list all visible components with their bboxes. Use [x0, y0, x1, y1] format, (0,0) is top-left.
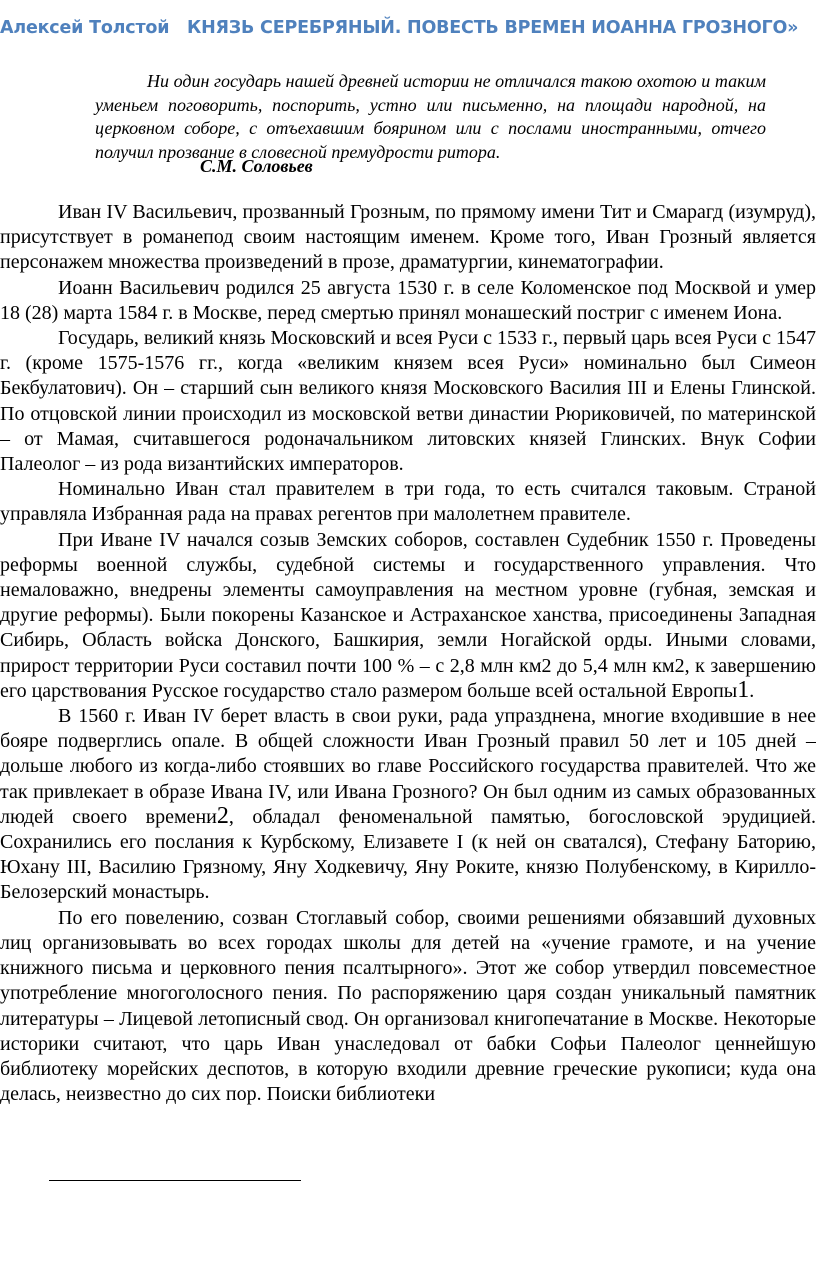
paragraph-5-end: . [749, 679, 755, 702]
body-text [0, 200, 816, 1107]
footnote-ref-2[interactable]: 2 [216, 802, 229, 829]
paragraph-1: Иван IV Васильевич, прозванный Грозным, по прямому имени Тит и Смарагд (изумруд), присутствует в романепод своим настоящим именем. Кроме того, Иван Грозный является персонажем множества произведений в прозе, драматургии, кинематографии. [0, 201, 816, 274]
epigraph-text: Ни один государь нашей древней истории не отличался такою охотою и таким уменьем поговорить, поспорить, устно или письменно, на площади народной, на церковном соборе, с отъехавшим боярином или с послами иностранными, отчего получил прозвание в словесной премудрости ритора. [95, 71, 766, 162]
paragraph-3: Государь, великий князь Московский и всея Руси с 1533 г., первый царь всея Руси с 1547 г. (кроме 1575-1576 гг., когда «великим князем всея Руси» номинально был Симеон Бекбулатович). Он – старший сын великого князя Московского Василия III и Елены Глинской. По отцовской линии происходил из московской ветви династии Рюриковичей, по материнской – от Мамая, считавшегося родоначальником литовских князей Глинских. Внук Софии Палеолог – из рода византийских императоров. [0, 327, 816, 476]
paragraph-7: По его повелению, созван Стоглавый собор, своими решениями обязавший духовных лиц организовывать во всех городах школы для детей на «учение грамоте, и на учение книжного письма и церковного пения псалтырного». Этот же собор утвердил повсеместное употребление многоголосного пения. По распоряжению царя создан уникальный памятник литературы – Лицевой летописный свод. Он организовал книгопечатание в Москве. Некоторые историки считают, что царь Иван унаследовал от бабки Софьи Палеолог ценнейшую библиотеку морейских деспотов, в которую входили древние греческие рукописи; куда она делась, неизвестно до сих пор. Поиски библиотеки [0, 906, 816, 1106]
footnote-ref-1[interactable]: 1 [737, 676, 750, 703]
epigraph-author: С.М. Соловьев [200, 156, 313, 176]
paragraph-6 [0, 704, 816, 906]
paragraph-6-text-b: , обладал феноменальной памятью, богословской эрудицией. Сохранились его послания к Курбскому, Елизавете I (к ней он сватался), Стефану Баторию, Юхану III, Василию Грязному, Яну Ходкевичу, Яну Роките, князю Полубенскому, в Кирилло-Белозерский монастырь. [0, 805, 816, 904]
document-heading: Алексей Толстой КНЯЗЬ СЕРЕБРЯНЫЙ. ПОВЕСТЬ ВРЕМЕН ИОАННА ГРОЗНОГО» [0, 18, 799, 38]
paragraph-5-text: При Иване IV начался созыв Земских соборов, составлен Судебник 1550 г. Проведены реформы военной службы, судебной системы и государственного управления. Что немаловажно, внедрены элементы самоуправления на местном уровне (губная, земская и другие реформы). Были покорены Казанское и Астраханское ханства, присоединены Западная Сибирь, Область войска Донского, Башкирия, земли Ногайской орды. Иными словами, прирост территории Руси составил почти 100 % – с 2,8 млн км2 до 5,4 млн км2, к завершению его царствования Русское государство стало размером больше всей остальной Европы [0, 528, 816, 702]
paragraph-5 [0, 528, 816, 704]
paragraph-6-text-a: В 1560 г. Иван IV берет власть в свои руки, рада упразднена, многие входившие в нее бояре подверглись опале. В общей сложности Иван Грозный правил 50 лет и 105 дней – дольше любого из когда-либо стоявших во главе Российского государства правителей. Что же так привлекает в образе Ивана IV, или Ивана Грозного? Он был одним из самых образованных людей своего времени [0, 705, 816, 828]
footnote-separator [49, 1180, 301, 1181]
paragraph-4: Номинально Иван стал правителем в три года, то есть считался таковым. Страной управляла Избранная рада на правах регентов при малолетнем правителе. [0, 478, 816, 526]
paragraph-2: Иоанн Васильевич родился 25 августа 1530 г. в селе Коломенское под Москвой и умер 18 (28) марта 1584 г. в Москве, перед смертью принял монашеский постриг с именем Иона. [0, 276, 816, 324]
